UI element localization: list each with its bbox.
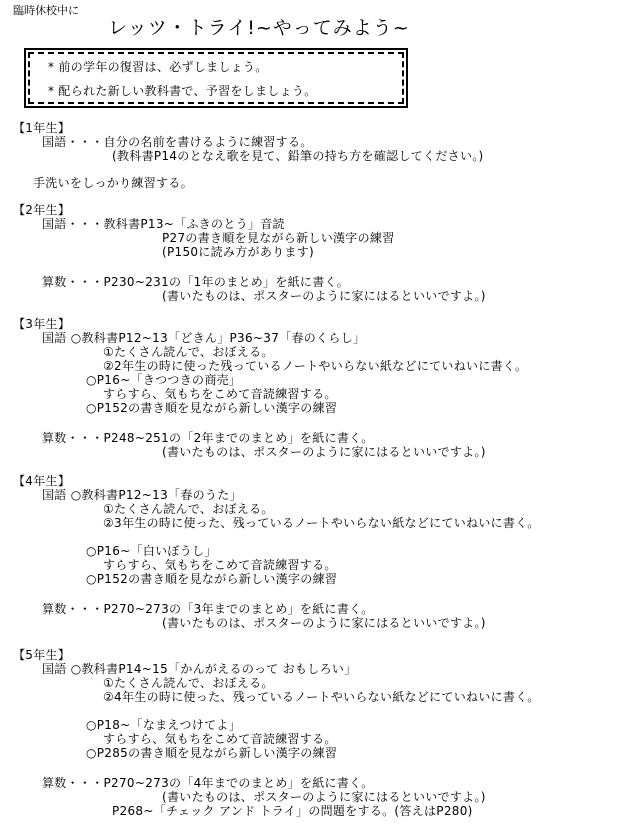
text-line: (教科書P14のとなえ歌を見て、鉛筆の持ち方を確認してください。) [112,149,484,163]
text-line: 手洗いをしっかり練習する。 [33,176,193,190]
text-line: (書いたものは、ポスターのように家にはるといいですよ。) [162,289,486,303]
text-line: ①たくさん読んで、おぼえる。 [103,502,274,516]
text-line: 国語 ○教科書P14~15「かんがえるのって おもしろい」 [42,662,357,676]
text-line: 【1年生】 [13,121,71,135]
text-line: 国語・・・教科書P13~「ふきのとう」音読 [42,217,285,231]
text-line: 国語 ○教科書P12~13「どきん」P36~37「春のくらし」 [42,331,366,345]
text-line: (書いたものは、ポスターのように家にはるといいですよ。) [162,445,486,459]
text-line: ○P18~「なまえつけてよ」 [86,718,241,732]
header-label: 臨時休校中に [13,4,79,17]
text-line: すらすら、気もちをこめて音読練習する。 [103,732,337,746]
text-line: 算数・・・P230~231の「1年のまとめ」を紙に書く。 [42,275,349,289]
text-line: 算数・・・P270~273の「4年までのまとめ」を紙に書く。 [42,776,374,790]
text-line: P27の書き順を見ながら新しい漢字の練習 [162,231,395,245]
text-line: (P150に読み方があります) [162,245,315,259]
note-review: * 前の学年の復習は、必ずしましょう。 [48,60,268,74]
note-preview: * 配られた新しい教科書で、予習をしましょう。 [48,84,317,98]
text-line: ○P16~「きつつきの商売」 [86,373,242,387]
text-line: すらすら、気もちをこめて音読練習する。 [103,387,337,401]
text-line: (書いたものは、ポスターのように家にはるといいですよ。) [162,790,486,804]
text-line: すらすら、気もちをこめて音読練習する。 [103,558,337,572]
text-line: ①たくさん読んで、おぼえる。 [103,345,274,359]
text-line: 【2年生】 [13,203,71,217]
text-line: 算数・・・P248~251の「2年までのまとめ」を紙に書く。 [42,431,374,445]
text-line: 国語・・・自分の名前を書けるように練習する。 [42,135,313,149]
text-line: P268~「チェック アンド トライ」の問題をする。(答えはP280) [112,804,473,818]
text-line: ①たくさん読んで、おぼえる。 [103,676,274,690]
text-line: ②2年生の時に使った残っているノートやいらない紙などにていねいに書く。 [103,359,528,373]
text-line: 算数・・・P270~273の「3年までのまとめ」を紙に書く。 [42,602,374,616]
text-line: 【3年生】 [13,317,71,331]
text-line: ②3年生の時に使った、残っているノートやいらない紙などにていねいに書く。 [103,516,540,530]
text-line: 国語 ○教科書P12~13「春のうた」 [42,488,242,502]
text-line: ○P16~「白いぼうし」 [86,544,217,558]
text-line: ○P152の書き順を見ながら新しい漢字の練習 [86,401,338,415]
text-line: 【4年生】 [13,474,71,488]
text-line: 【5年生】 [13,648,71,662]
text-line: ②4年生の時に使った、残っているノートやいらない紙などにていねいに書く。 [103,690,540,704]
page-title: レッツ・トライ!~やってみよう~ [108,17,410,39]
text-line: ○P285の書き順を見ながら新しい漢字の練習 [86,746,338,760]
text-line: (書いたものは、ポスターのように家にはるといいですよ。) [162,616,486,630]
text-line: ○P152の書き順を見ながら新しい漢字の練習 [86,572,338,586]
